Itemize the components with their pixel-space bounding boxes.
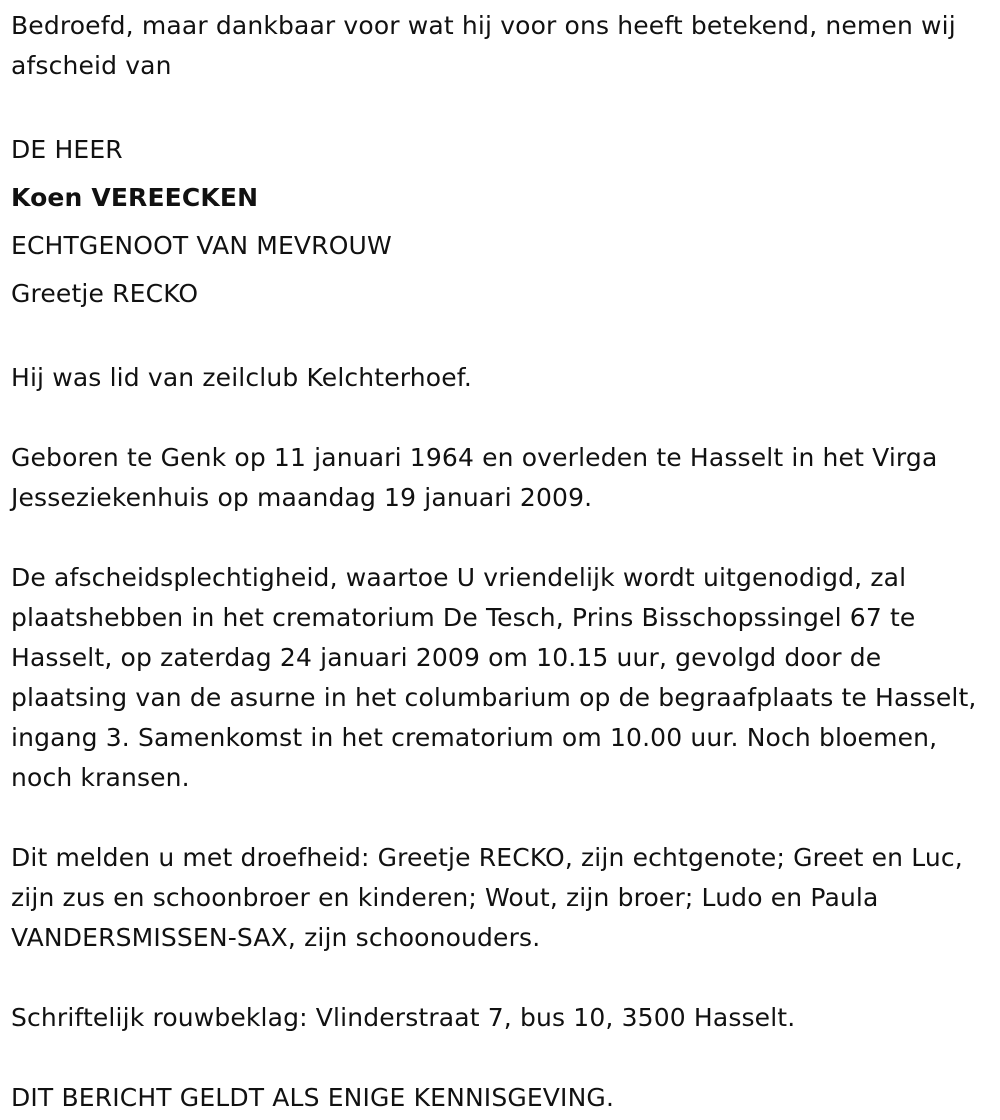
deceased-name: Koen VEREECKEN	[11, 183, 259, 212]
condolence-address: Schriftelijk rouwbeklag: Vlinderstraat 7, bus 10, 3500 Hasselt.	[11, 1003, 796, 1032]
ceremony-text: De afscheidsplechtigheid, waartoe U vriendelijk wordt uitgenodigd, zal plaatshebben in het crematorium De Tesch, Prins Bisschopssingel 67 te Hasselt, op zaterdag 24 januari 2009 om 10.15 uur, gevolgd door de plaatsing van de asurne in het columbarium op de begraafplaats te Hasselt, ingang 3. Samenkomst in het crematorium om 10.00 uur. Noch bloemen, noch kransen.	[11, 563, 977, 792]
intro-text: Bedroefd, maar dankbaar voor wat hij voor ons heeft betekend, nemen wij afscheid van	[11, 11, 956, 80]
deceased-block	[11, 126, 984, 318]
birth-death-text: Geboren te Genk op 11 januari 1964 en overleden te Hasselt in het Virga Jesseziekenhuis op maandag 19 januari 2009.	[11, 443, 938, 512]
notice-text: DIT BERICHT GELDT ALS ENIGE KENNISGEVING.	[11, 1083, 615, 1112]
mourners-text: Dit melden u met droefheid: Greetje RECKO, zijn echtgenote; Greet en Luc, zijn zus en schoonbroer en kinderen; Wout, zijn broer; Ludo en Paula VANDERSMISSEN-SAX, zijn schoonouders.	[11, 843, 963, 952]
title-prefix: DE HEER	[11, 135, 123, 164]
spouse-label: ECHTGENOOT VAN MEVROUW	[11, 231, 392, 260]
spouse-name: Greetje RECKO	[11, 279, 199, 308]
membership-text: Hij was lid van zeilclub Kelchterhoef.	[11, 363, 472, 392]
